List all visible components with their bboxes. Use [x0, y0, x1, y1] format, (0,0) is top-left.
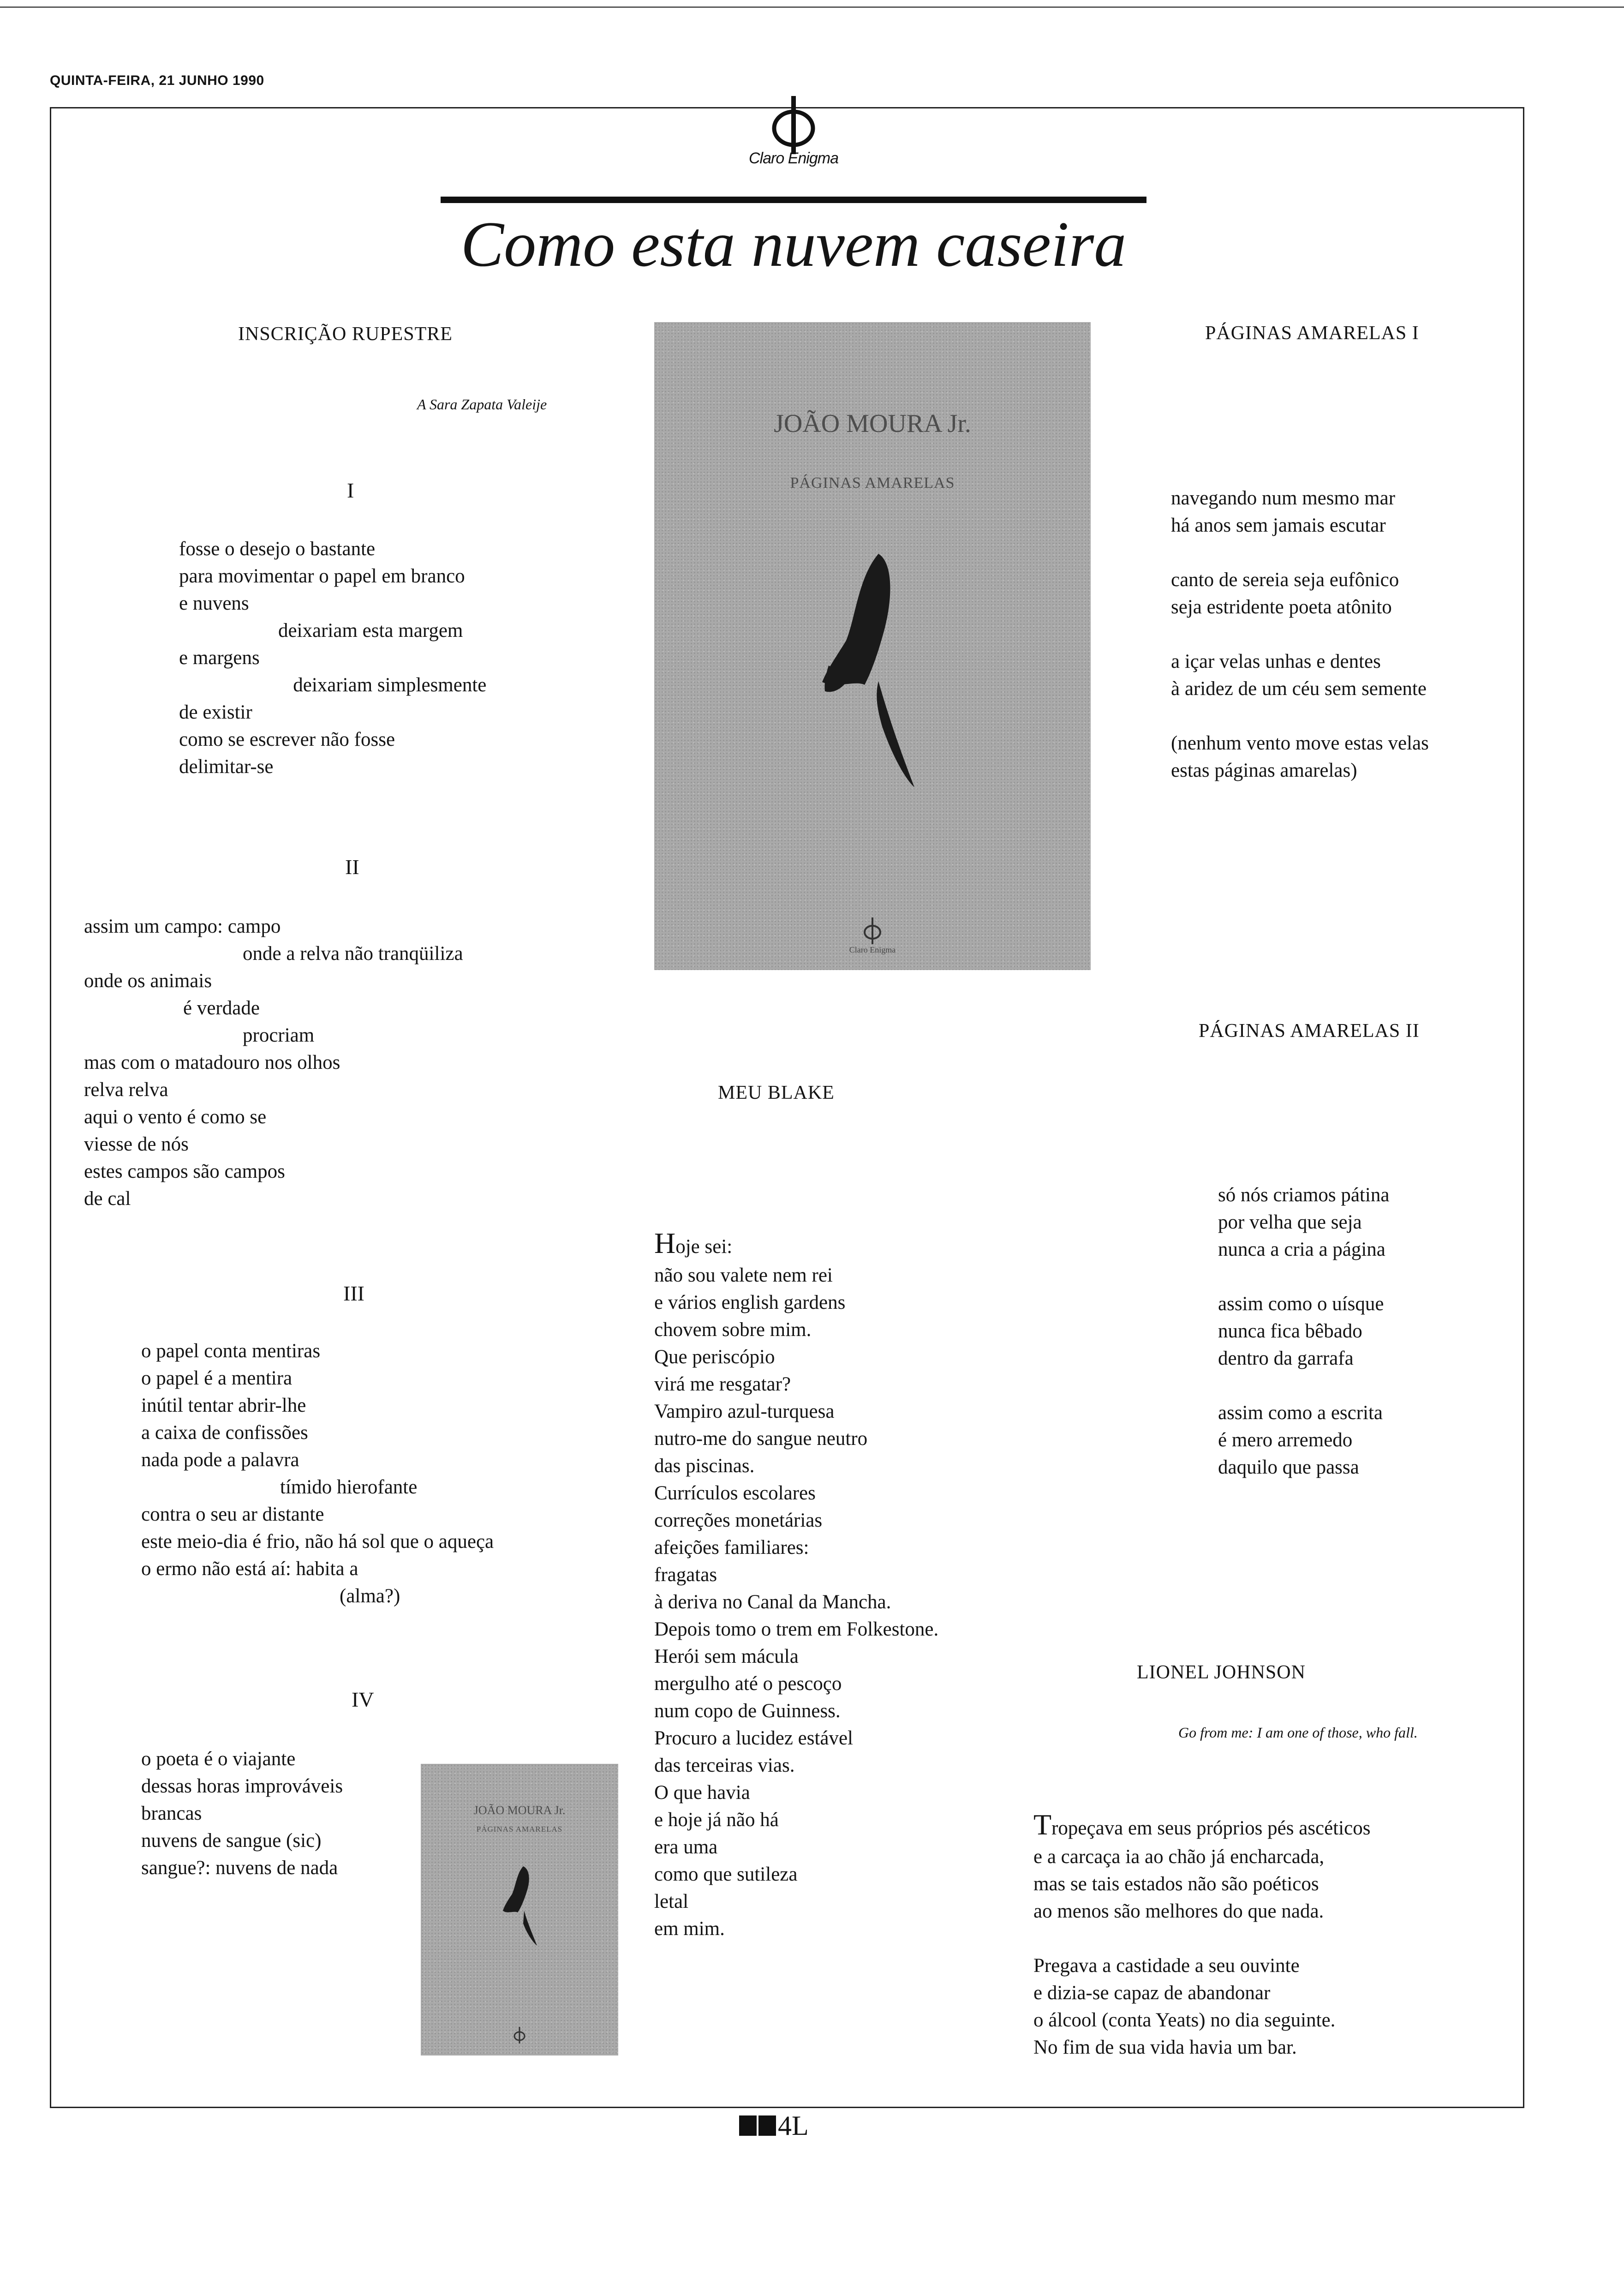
poem-title-inscricao: INSCRIÇÃO RUPESTRE	[238, 324, 453, 345]
claro-enigma-logo	[734, 95, 854, 187]
cover-title: PÁGINAS AMARELAS	[476, 1825, 563, 1834]
cover-author: JOÃO MOURA Jr.	[473, 1804, 566, 1817]
drop-cap: T	[1033, 1808, 1052, 1841]
book-cover-large	[654, 322, 1091, 970]
poem-title-lionel-johnson: LIONEL JOHNSON	[1137, 1662, 1306, 1683]
section-numeral: I	[347, 479, 354, 502]
page-date: QUINTA-FEIRA, 21 JUNHO 1990	[50, 73, 264, 88]
poem-first-line	[1033, 1808, 1371, 1842]
poem-section-1: fosse o desejo o bastante para movimentar o papel em branco e nuvens deixariam esta margem e margens deixariam simplesmente de existir como se escrever não fosse delimitar-se	[179, 538, 487, 778]
first-line-text: ropeçava em seus próprios pés ascéticos	[1051, 1817, 1371, 1839]
poem-title-paginas-2: PÁGINAS AMARELAS II	[1199, 1020, 1420, 1042]
phi-icon	[857, 916, 888, 946]
top-edge-rule	[0, 6, 1624, 8]
poem-meu-blake: não sou valete nem rei e vários english gardens chovem sobre mim. Que periscópio virá me resgatar? Vampiro azul-turquesa nutro-me do sangue neutro das piscinas. Currículos escolares correções monetárias afeições familiares: fragatas à deriva no Canal da Mancha. Depois tomo o trem em Folkestone. Herói sem mácula mergulho até o pescoço num copo de Guinness. Procuro a lucidez estável das terceiras vias. O que havia e hoje já não há era uma como que sutileza letal em mim.	[654, 1264, 939, 1940]
logo-label: Claro Enigma	[749, 150, 838, 167]
cover-author: JOÃO MOURA Jr.	[774, 409, 971, 438]
section-numeral: III	[343, 1282, 364, 1305]
poem-section-2: assim um campo: campo onde a relva não tranqüiliza onde os animais é verdade procriam mas com o matadouro nos olhos relva relva aqui o vento é como se viesse de nós estes campos são campos de cal	[84, 916, 463, 1210]
page-folio	[739, 2112, 809, 2139]
page-number: 4L	[778, 2110, 809, 2141]
epigraph: Go from me: I am one of those, who fall.	[1178, 1724, 1418, 1741]
drop-cap: H	[654, 1227, 676, 1259]
ink-blot-illustration	[801, 550, 939, 790]
cover-title: PÁGINAS AMARELAS	[790, 474, 955, 491]
dedication: A Sara Zapata Valeije	[417, 396, 547, 413]
section-numeral: IV	[352, 1688, 374, 1711]
headline: Como esta nuvem caseira	[460, 209, 1127, 280]
poem-first-line	[654, 1229, 732, 1260]
ink-blot-illustration	[496, 1864, 547, 1947]
masthead-mark-icon	[758, 2115, 776, 2136]
book-cover-small	[421, 1764, 618, 2055]
phi-icon	[734, 95, 854, 155]
cover-publisher: Claro Enigma	[849, 945, 896, 954]
poem-title-meu-blake: MEU BLAKE	[718, 1082, 835, 1103]
poem-lionel-johnson: e a carcaça ia ao chão já encharcada, mas se tais estados não são poéticos ao menos são melhores do que nada. Pregava a castidade a seu ouvinte e dizia-se capaz de abandonar o álcool (conta Yeats) no dia seguinte. No fim de sua vida havia um bar.	[1033, 1846, 1336, 2058]
masthead-mark-icon	[739, 2115, 757, 2136]
poem-title-paginas-1: PÁGINAS AMARELAS I	[1205, 323, 1419, 344]
first-line-text: oje sei:	[675, 1236, 733, 1258]
poem-section-3: o papel conta mentiras o papel é a mentira inútil tentar abrir-lhe a caixa de confissões nada pode a palavra tímido hierofante contra o seu ar distante este meio-dia é frio, não há sol que o aqueça o ermo não está aí: habita a (alma?)	[141, 1340, 494, 1607]
section-numeral: II	[345, 855, 359, 879]
phi-icon	[510, 2026, 529, 2044]
headline-rule	[441, 197, 1146, 203]
poem-paginas-1: navegando num mesmo mar há anos sem jamais escutar canto de sereia seja eufônico seja estridente poeta atônito a içar velas unhas e dentes à aridez de um céu sem semente (nenhum vento move estas velas estas páginas amarelas)	[1171, 487, 1429, 781]
poem-section-4: o poeta é o viajante dessas horas improváveis brancas nuvens de sangue (sic) sangue?: nuvens de nada	[141, 1748, 343, 1879]
poem-paginas-2: só nós criamos pátina por velha que seja nunca a cria a página assim como o uísque nunca fica bêbado dentro da garrafa assim como a escrita é mero arremedo daquilo que passa	[1218, 1184, 1390, 1478]
